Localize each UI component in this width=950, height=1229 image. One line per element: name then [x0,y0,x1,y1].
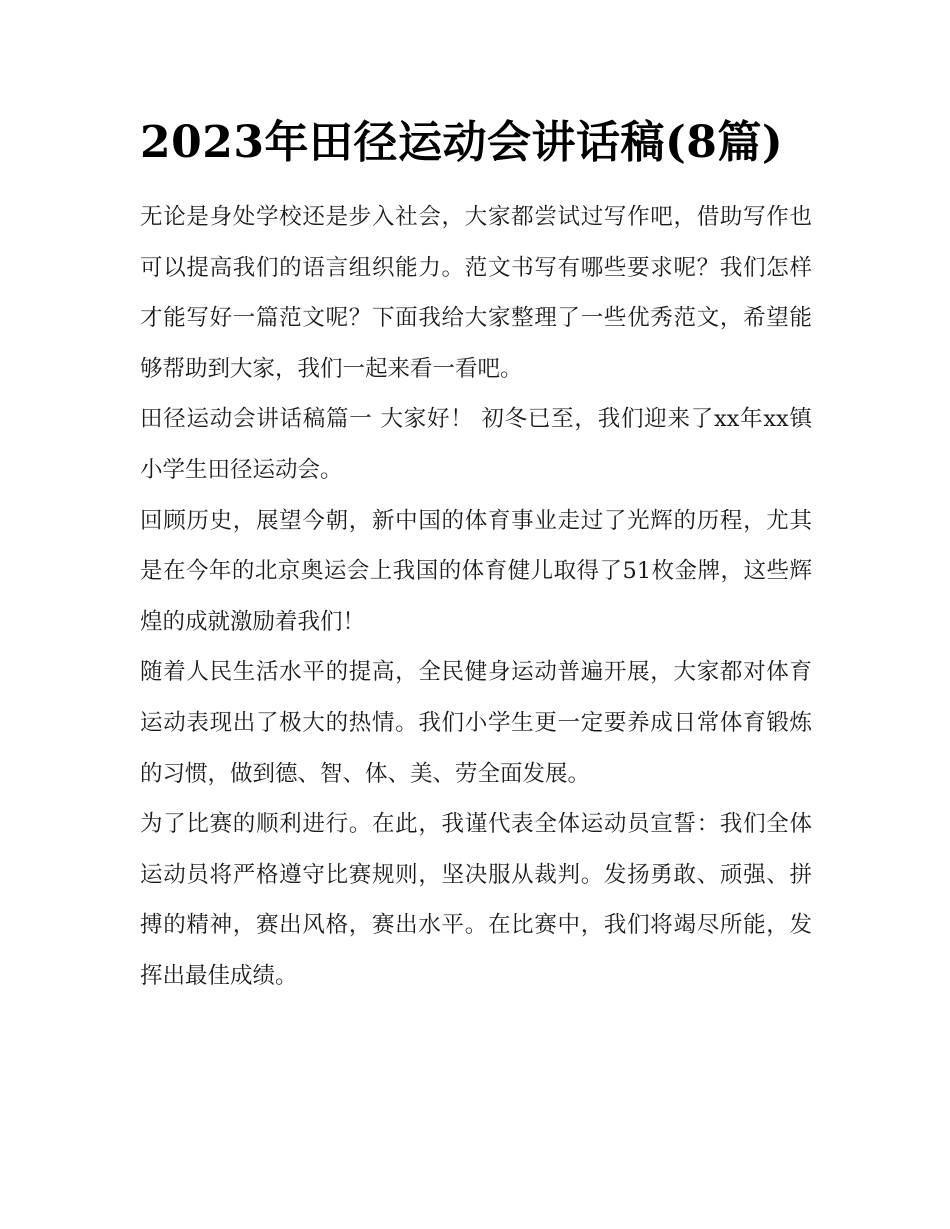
paragraph-greeting: 田径运动会讲话稿篇一 大家好！ 初冬已至，我们迎来了xx年xx镇小学生田径运动会。 [140,406,812,483]
paragraph-intro: 无论是身处学校还是步入社会，大家都尝试过写作吧，借助写作也可以提高我们的语言组织能力。范文书写有哪些要求呢？我们怎样才能写好一篇范文呢？下面我给大家整理了一些优秀范文，希望能够帮助到大家，我们一起来看一看吧。 [140,204,812,382]
document-page [140,108,812,1002]
paragraph-fitness: 随着人民生活水平的提高，全民健身运动普遍开展，大家都对体育运动表现出了极大的热情。我们小学生更一定要养成日常体育锻炼的习惯，做到德、智、体、美、劳全面发展。 [140,659,812,787]
paragraph-oath: 为了比赛的顺利进行。在此，我谨代表全体运动员宣誓：我们全体运动员将严格遵守比赛规则，坚决服从裁判。发扬勇敢、顽强、拼搏的精神，赛出风格，赛出水平。在比赛中，我们将竭尽所能，发挥出最佳成绩。 [140,811,812,989]
document-title: 2023年田径运动会讲话稿(8篇) [140,117,784,168]
document-body [140,192,812,1002]
paragraph-history: 回顾历史，展望今朝，新中国的体育事业走过了光辉的历程，尤其是在今年的北京奥运会上我国的体育健儿取得了51枚金牌，这些辉煌的成就激励着我们！ [140,507,812,635]
